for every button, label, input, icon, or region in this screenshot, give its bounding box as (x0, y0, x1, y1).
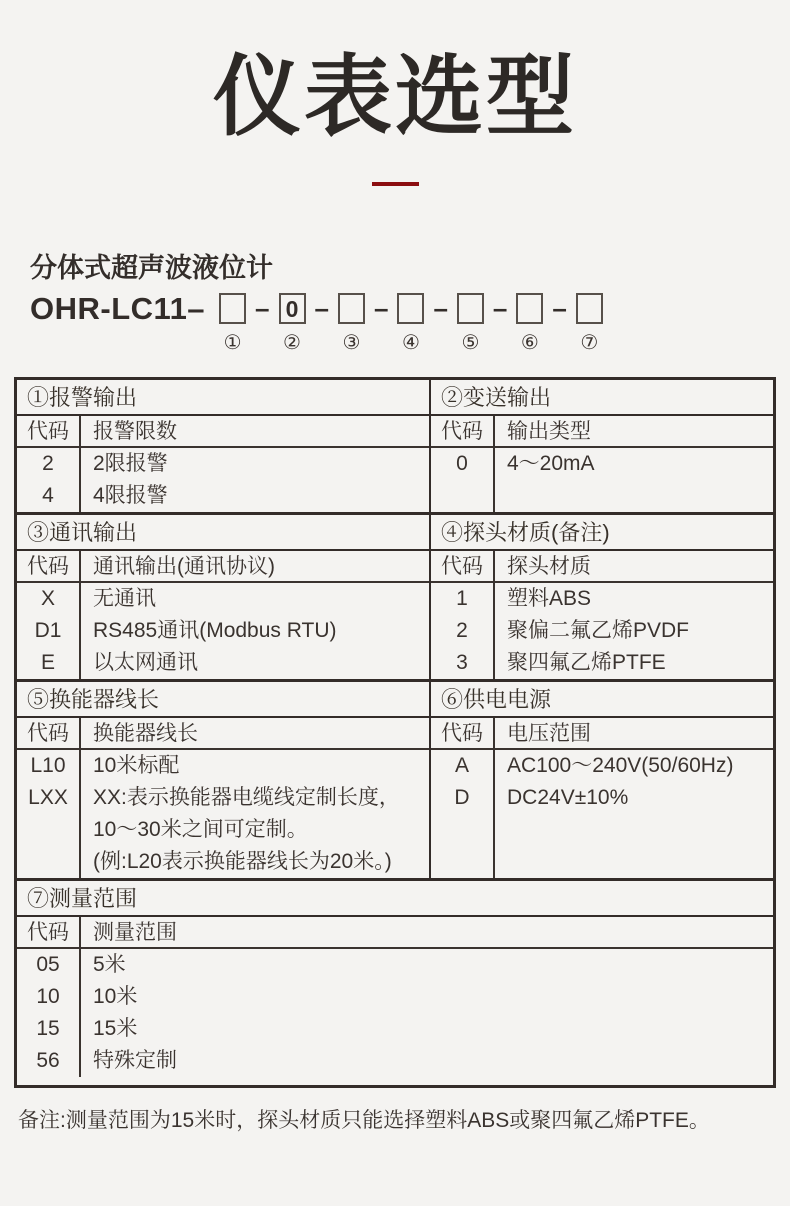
section-comm-output (17, 515, 429, 679)
model-slot-box-7 (576, 293, 603, 324)
product-name: 分体式超声波液位计 (30, 252, 273, 283)
section-probe-material (429, 515, 773, 679)
page-title: 仪表选型 (212, 47, 577, 146)
desc-cell: 10～30米之间可定制。 (93, 817, 308, 841)
code-column-header: 代码 (17, 917, 79, 949)
desc-cell: 无通讯 (93, 586, 156, 610)
table-row-pair-1 (17, 380, 773, 512)
model-dash-separator: – (314, 292, 329, 323)
code-cell: X (40, 586, 55, 610)
desc-column-header: 电压范围 (495, 718, 773, 750)
desc-cell: 4限报警 (93, 483, 168, 507)
table-row-pair-2 (17, 512, 773, 679)
code-cell: A (454, 753, 469, 777)
code-column-header: 代码 (431, 416, 493, 448)
section-title: ④探头材质(备注) (431, 515, 773, 551)
section-title: ⑤换能器线长 (17, 682, 429, 718)
section-title: ①报警输出 (17, 380, 429, 416)
code-column-header: 代码 (17, 551, 79, 583)
footer-note: 备注:测量范围为15米时，探头材质只能选择塑料ABS或聚四氟乙烯PTFE。 (18, 1108, 710, 1132)
desc-cell: 10米 (93, 984, 138, 1008)
desc-cell: 5米 (93, 952, 126, 976)
section-title: ⑦测量范围 (17, 881, 773, 917)
model-slot-1 (219, 293, 246, 355)
section-title: ③通讯输出 (17, 515, 429, 551)
model-slot-box-1 (219, 293, 246, 324)
model-slot-box-2: 0 (279, 293, 306, 324)
desc-cell: XX:表示换能器电缆线定制长度， (93, 785, 400, 809)
accent-dash (372, 182, 419, 186)
model-slot-5 (457, 293, 484, 355)
model-dash-separator: – (552, 292, 567, 323)
code-cell: 10 (36, 984, 60, 1008)
desc-cell: 塑料ABS (507, 586, 592, 610)
model-slot-box-3 (338, 293, 365, 324)
code-cell: 56 (36, 1048, 60, 1072)
section-alarm-output (17, 380, 429, 512)
table-row-full (17, 878, 773, 1085)
section-power-supply (429, 682, 773, 878)
desc-cell: RS485通讯(Modbus RTU) (93, 618, 337, 642)
model-slot-2 (279, 293, 306, 355)
model-slot-number-5: ⑤ (461, 331, 480, 354)
model-slot-7 (576, 293, 603, 355)
section-measure-range (17, 881, 773, 1085)
desc-cell: 10米标配 (93, 753, 180, 777)
desc-column-header: 输出类型 (495, 416, 773, 448)
code-cell: 2 (456, 618, 468, 642)
model-slot-number-4: ④ (401, 331, 420, 354)
section-title: ②变送输出 (431, 380, 773, 416)
model-slot-number-7: ⑦ (580, 331, 599, 354)
code-cell: 0 (456, 451, 468, 475)
desc-cell: 4～20mA (507, 451, 595, 475)
code-cell: 1 (456, 586, 468, 610)
desc-cell: AC100～240V(50/60Hz) (507, 753, 734, 777)
model-code-row (30, 290, 790, 355)
desc-cell: 聚四氟乙烯PTFE (507, 650, 666, 674)
desc-column-header: 通讯输出(通讯协议) (81, 551, 429, 583)
model-dash-separator: – (492, 292, 508, 323)
model-slot-box-4 (397, 293, 424, 324)
selection-table (14, 377, 776, 1088)
code-column-header: 代码 (17, 416, 79, 448)
code-cell: 3 (456, 650, 468, 674)
code-cell: 05 (36, 952, 60, 976)
code-cell: D1 (34, 618, 62, 642)
desc-column-header: 测量范围 (81, 917, 773, 949)
section-title: ⑥供电电源 (431, 682, 773, 718)
desc-cell: 2限报警 (93, 451, 168, 475)
model-prefix: OHR-LC11– (30, 290, 206, 326)
desc-cell: DC24V±10% (507, 785, 629, 809)
code-cell (17, 814, 79, 846)
desc-column-header: 换能器线长 (81, 718, 429, 750)
code-cell: D (454, 785, 470, 809)
code-cell: 2 (42, 451, 54, 475)
desc-column-header: 报警限数 (81, 416, 429, 448)
model-slot-4 (397, 293, 424, 355)
model-slot-6 (516, 293, 543, 355)
model-slot-box-5 (457, 293, 484, 324)
desc-cell: 聚偏二氟乙烯PVDF (507, 618, 690, 642)
model-slot-box-6 (516, 293, 543, 324)
code-cell: LXX (28, 785, 68, 809)
model-slot-number-1: ① (223, 331, 242, 354)
desc-cell: 特殊定制 (93, 1048, 177, 1072)
model-slot-number-3: ③ (342, 331, 361, 354)
section-transmit-output (429, 380, 773, 512)
table-row-pair-3 (17, 679, 773, 878)
code-cell: L10 (30, 753, 66, 777)
model-dash-separator: – (433, 292, 448, 323)
model-slot-number-2: ② (283, 331, 301, 354)
desc-cell: 15米 (93, 1016, 138, 1040)
code-column-header: 代码 (431, 718, 493, 750)
model-dash-separator: – (255, 292, 270, 323)
model-slot-number-6: ⑥ (520, 331, 539, 354)
code-column-header: 代码 (17, 718, 79, 750)
desc-column-header: 探头材质 (495, 551, 773, 583)
code-cell: 4 (42, 483, 54, 507)
model-dash-separator: – (373, 292, 389, 323)
code-cell: 15 (36, 1016, 60, 1040)
desc-cell: 以太网通讯 (93, 650, 198, 674)
desc-cell: (例:L20表示换能器线长为20米。) (93, 849, 392, 873)
section-cable-length (17, 682, 429, 878)
code-cell (17, 846, 79, 878)
code-column-header: 代码 (431, 551, 493, 583)
model-slot-3 (338, 293, 365, 355)
code-cell: E (40, 650, 55, 674)
